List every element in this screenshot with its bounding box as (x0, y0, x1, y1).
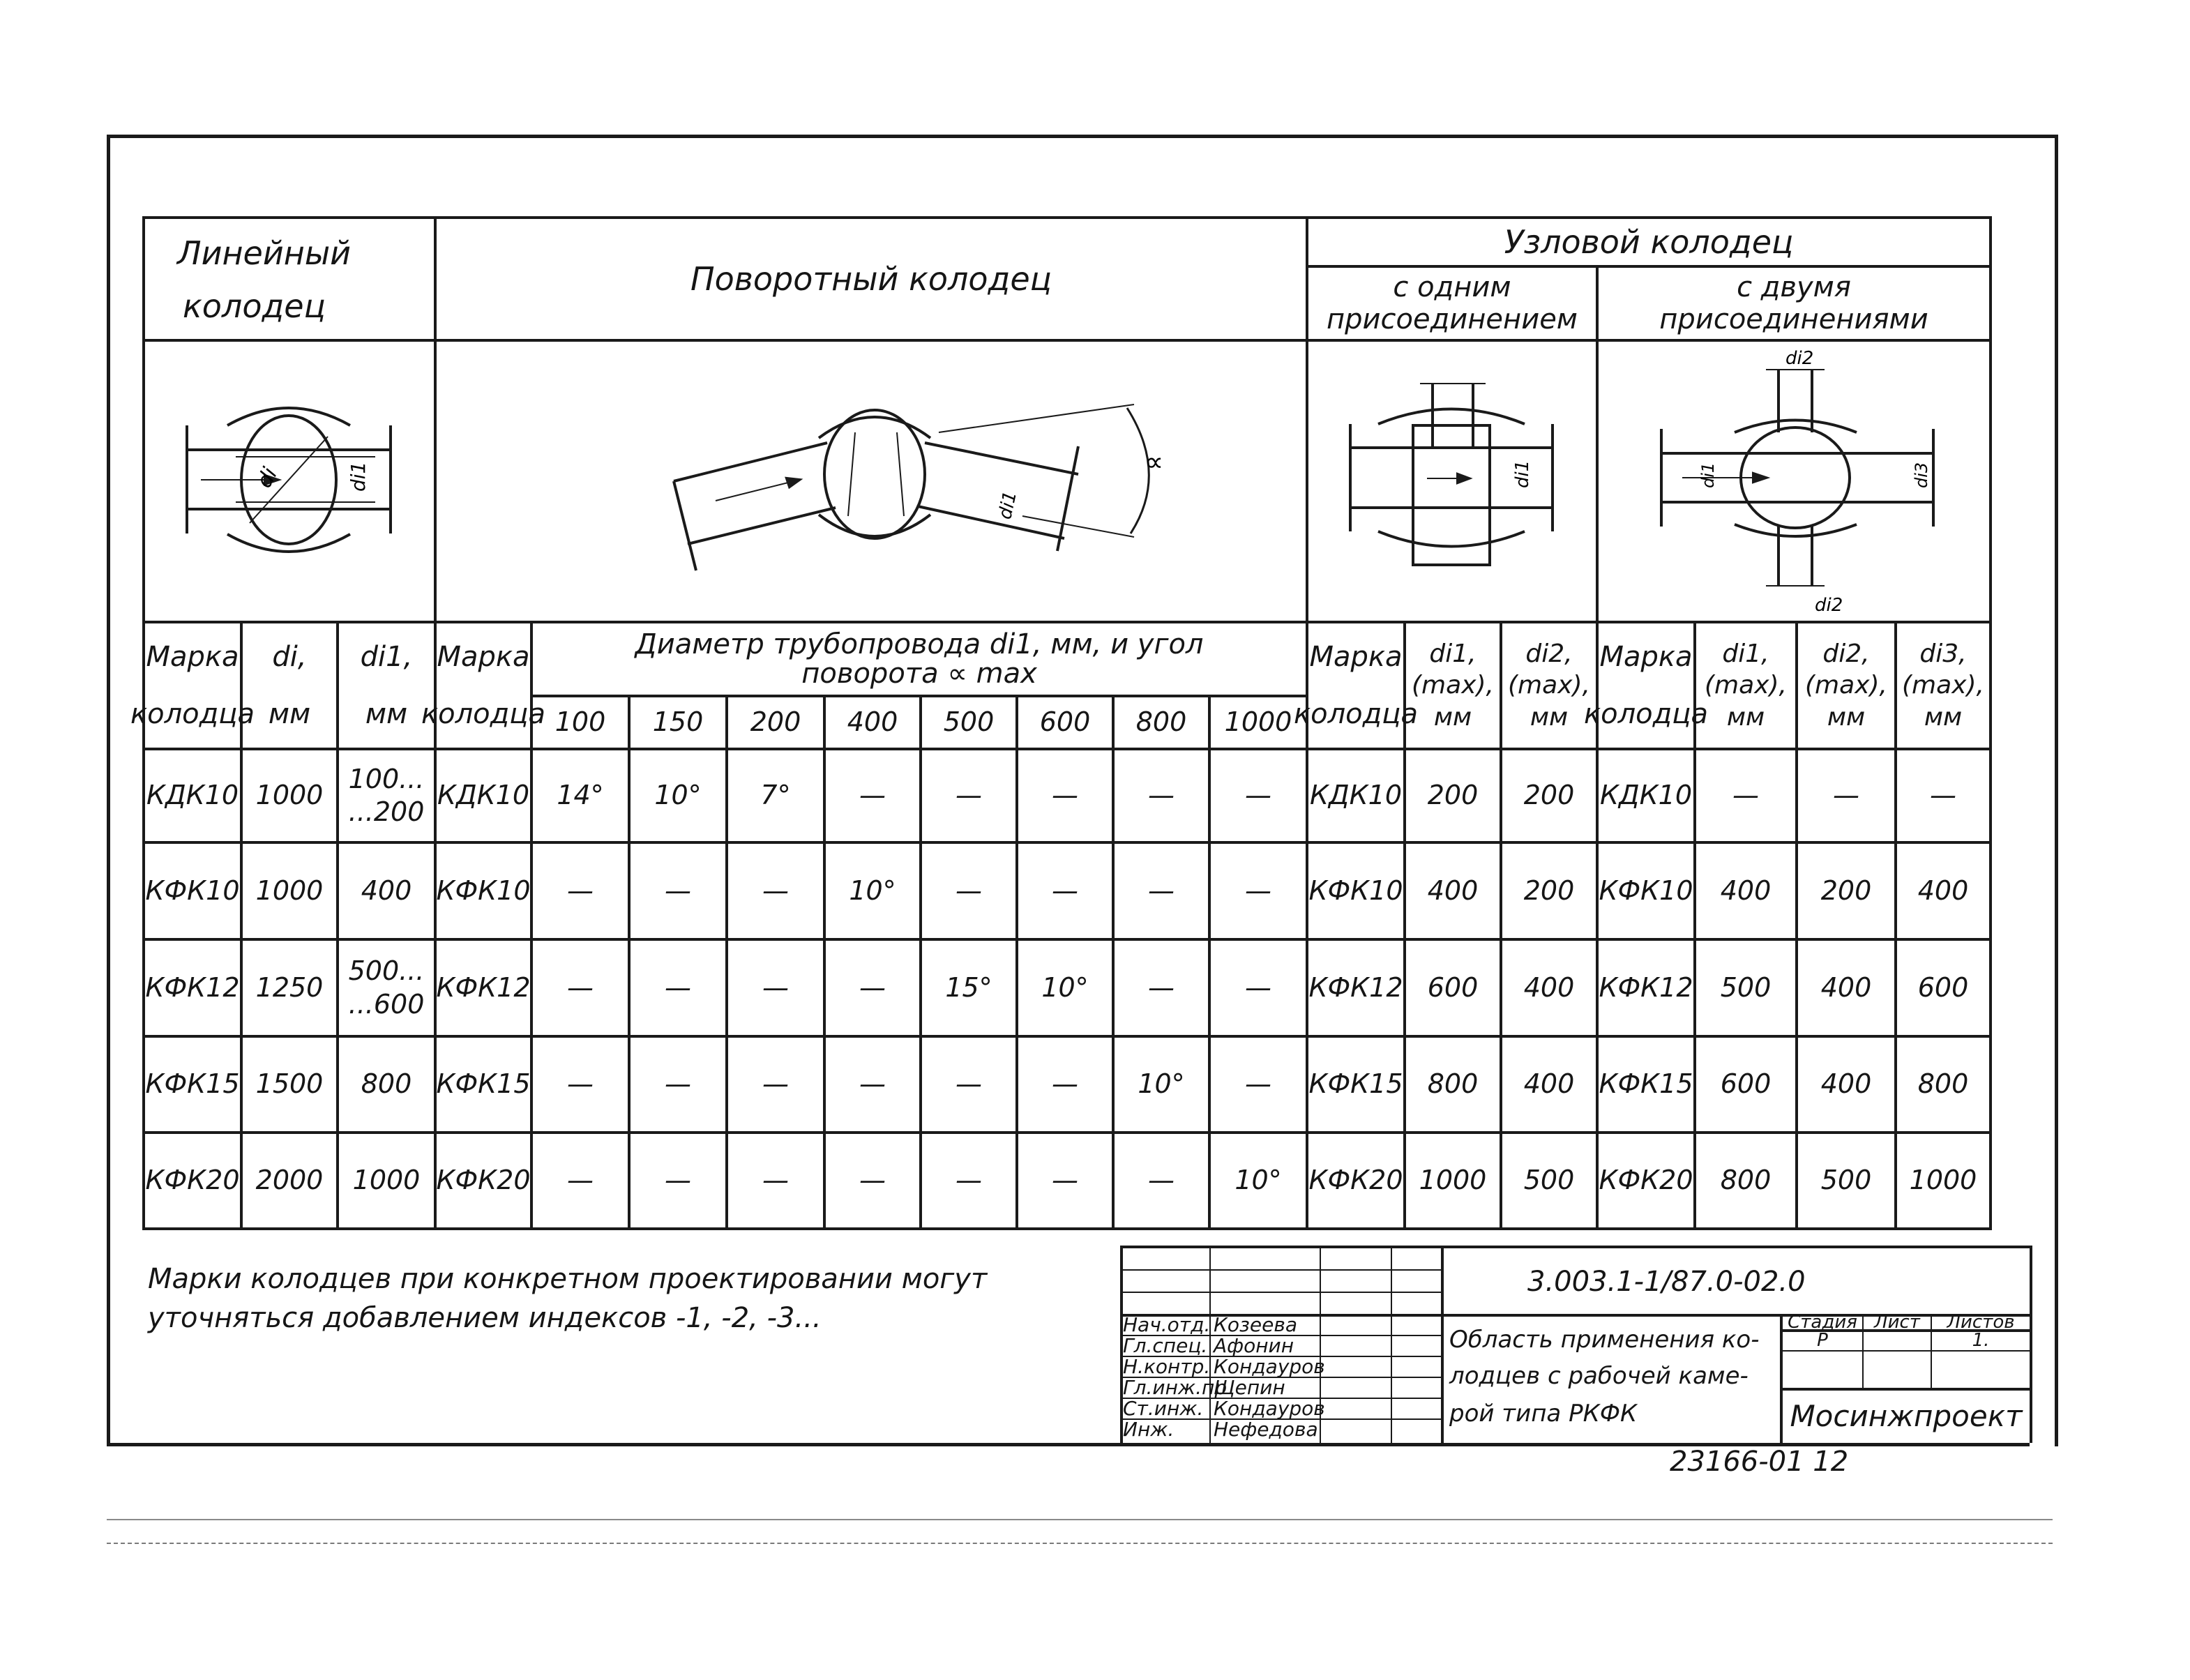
cell-di1-line: ...600 (348, 988, 425, 1020)
turn-alpha-label: ∝ (1145, 446, 1164, 477)
person-name: Нефедова (1214, 1418, 1318, 1441)
col-di: di, мм (268, 641, 311, 730)
cell-one-di1: 1000 (1419, 1165, 1487, 1196)
cell-angle: — (859, 1165, 886, 1196)
sheets-value: 1. (1972, 1330, 1990, 1352)
cell-angle: 7° (760, 780, 791, 811)
cell-angle: — (567, 1165, 594, 1196)
cell-turn-mark: КДК10 (437, 780, 529, 811)
scan-line (107, 1519, 2053, 1520)
node-one-l2: присоединением (1327, 303, 1578, 335)
col-di1-node-one: di1, (max), мм (1412, 639, 1494, 732)
cell-di1 (339, 941, 434, 1035)
cell-angle: — (1148, 780, 1175, 811)
cell-two-di2: 400 (1820, 1068, 1872, 1100)
role-label: Ст.инж. (1123, 1397, 1204, 1420)
cell-angle: — (1245, 971, 1271, 1003)
diameter-header-600: 600 (1039, 706, 1091, 738)
cell-angle: — (1245, 780, 1271, 811)
cell-angle: — (567, 875, 594, 906)
role-label: Инж. (1123, 1418, 1175, 1441)
node-well-title: Узловой колодец (1504, 222, 1794, 261)
cell-one-di1: 800 (1427, 1068, 1479, 1100)
cell-angle: — (1245, 1068, 1271, 1100)
cell-angle: 10° (849, 875, 896, 906)
cell-angle: — (567, 971, 594, 1003)
cell-di1-line: 100... (348, 763, 425, 794)
cell-two-di2: 500 (1820, 1165, 1872, 1196)
cell-one-mark: КФК12 (1308, 971, 1403, 1003)
node-two-l2: присоединениями (1659, 303, 1928, 335)
cell-di: 2000 (255, 1165, 324, 1196)
role-label: Гл.инж.пр (1123, 1376, 1228, 1399)
cell-two-mark: КФК20 (1599, 1165, 1693, 1196)
cell-angle: — (665, 1068, 691, 1100)
role-label: Гл.спец. (1123, 1334, 1208, 1357)
cell-angle: — (956, 1068, 982, 1100)
cell-angle: — (1148, 971, 1175, 1003)
cell-turn-mark: КФК15 (436, 1068, 531, 1100)
turn-well-figure (437, 342, 1304, 619)
cell-two-mark: КФК15 (1599, 1068, 1693, 1100)
cell-one-di1: 600 (1427, 971, 1479, 1003)
linear-di1-label: di1 (347, 461, 370, 492)
node-two-figure (1599, 342, 1988, 619)
node-one-di1-label: di1 (1512, 460, 1533, 488)
cell-two-di1: 800 (1720, 1165, 1772, 1196)
cell-angle: — (1148, 1165, 1175, 1196)
col-di2-node-one: di2, (max), мм (1508, 639, 1590, 732)
cell-angle: — (665, 1165, 691, 1196)
diameter-header-400: 400 (847, 706, 898, 738)
cell-di1-line: 1000 (352, 1165, 421, 1196)
col-pipe-diameter-angle: Диаметр трубопровода di1, мм, и угол поворота ∝ max (635, 628, 1204, 690)
sheet-value (1864, 1332, 1931, 1350)
cell-two-di2: 400 (1820, 971, 1872, 1003)
cell-turn-mark: КФК12 (436, 971, 531, 1003)
stage-label: Стадия (1788, 1312, 1857, 1333)
scan-line (107, 1543, 2053, 1544)
cell-turn-mark: КФК20 (436, 1165, 531, 1196)
title-line1: Область применения ко- (1449, 1326, 1760, 1354)
cell-one-di2: 200 (1523, 780, 1575, 811)
cell-two-di3: 600 (1917, 971, 1969, 1003)
cell-two-di3: — (1930, 780, 1956, 811)
diameter-header-500: 500 (943, 706, 995, 738)
cell-two-di1: 400 (1720, 875, 1772, 906)
cell-angle: — (956, 875, 982, 906)
linear-well-title-line1: Линейный (177, 234, 352, 272)
note-line2: уточняться добавлением индексов -1, -2, -3... (148, 1302, 822, 1334)
cell-angle: — (762, 971, 789, 1003)
doc-code: 3.003.1-1/87.0-02.0 (1527, 1266, 1806, 1298)
cell-one-di2: 500 (1523, 1165, 1575, 1196)
cell-di: 1000 (255, 780, 324, 811)
col-di3-node-two: di3, (max), мм (1902, 639, 1984, 732)
cell-angle: 15° (945, 971, 992, 1003)
col-mark-node-one: Марка колодца (1293, 641, 1419, 730)
diameter-header-200: 200 (750, 706, 801, 738)
cell-di1 (339, 750, 434, 841)
cell-di1 (339, 1038, 434, 1131)
cell-mark: КДК10 (146, 780, 239, 811)
cell-angle: — (859, 971, 886, 1003)
cell-one-di1: 200 (1427, 780, 1479, 811)
cell-one-di1: 400 (1427, 875, 1479, 906)
cell-turn-mark: КФК10 (436, 875, 531, 906)
cell-one-mark: КФК15 (1308, 1068, 1403, 1100)
col-di1-node-two: di1, (max), мм (1705, 639, 1787, 732)
cell-two-di1: — (1732, 780, 1759, 811)
cell-angle: — (1148, 875, 1175, 906)
person-name: Кондауров (1214, 1355, 1325, 1378)
cell-angle: — (762, 1165, 789, 1196)
node-two-di2-bottom-label: di2 (1815, 595, 1843, 616)
cell-di: 1250 (255, 971, 324, 1003)
cell-angle: — (1052, 780, 1078, 811)
note-line1: Марки колодцев при конкретном проектировании могут (148, 1263, 988, 1295)
cell-angle: — (1052, 875, 1078, 906)
node-two-connections-title (1599, 268, 1989, 339)
cell-mark: КФК20 (145, 1165, 240, 1196)
cell-angle: — (1052, 1165, 1078, 1196)
cell-angle: — (665, 875, 691, 906)
cell-angle: — (762, 1068, 789, 1100)
diameter-header-100: 100 (554, 706, 606, 738)
person-name: Козеева (1214, 1313, 1298, 1336)
diameter-header-1000: 1000 (1224, 706, 1292, 738)
cell-angle: 10° (1041, 971, 1089, 1003)
node-two-l1: с двумя (1737, 271, 1851, 303)
cell-angle: — (1245, 875, 1271, 906)
cell-two-di3: 1000 (1909, 1165, 1977, 1196)
diameter-header-150: 150 (652, 706, 704, 738)
turn-well-title: Поворотный колодец (690, 259, 1052, 298)
cell-angle: — (665, 971, 691, 1003)
node-one-connection-title (1308, 268, 1596, 339)
diameter-header-800: 800 (1135, 706, 1187, 738)
cell-angle: — (859, 1068, 886, 1100)
cell-one-di2: 400 (1523, 1068, 1575, 1100)
col-di1-linear: di1, мм (360, 641, 413, 730)
cell-two-di2: 200 (1820, 875, 1872, 906)
cell-two-mark: КФК10 (1599, 875, 1693, 906)
role-label: Н.контр. (1123, 1355, 1211, 1378)
cell-di1 (339, 1134, 434, 1227)
cell-mark: КФК15 (145, 1068, 240, 1100)
cell-di1-line: ...200 (348, 796, 425, 827)
cell-di1-line: 400 (361, 875, 412, 906)
node-one-figure (1308, 342, 1594, 619)
turn-di1-label: di1 (995, 489, 1022, 522)
person-name: Кондауров (1214, 1397, 1325, 1420)
bottom-stamp-number: 23166-01 12 (1670, 1446, 1849, 1478)
title-line2: лодцев с рабочей каме- (1449, 1362, 1749, 1390)
cell-two-mark: КФК12 (1599, 971, 1693, 1003)
cell-two-di1: 500 (1720, 971, 1772, 1003)
cell-mark: КФК12 (145, 971, 240, 1003)
cell-di1-line: 800 (361, 1068, 412, 1100)
cell-two-di2: — (1833, 780, 1859, 811)
cell-two-mark: КДК10 (1600, 780, 1692, 811)
linear-di-label: di (252, 463, 282, 492)
node-one-l1: с одним (1393, 271, 1511, 303)
col-di2-node-two: di2, (max), мм (1805, 639, 1887, 732)
cell-two-di1: 600 (1720, 1068, 1772, 1100)
cell-two-di3: 800 (1917, 1068, 1969, 1100)
cell-one-di2: 400 (1523, 971, 1575, 1003)
cell-one-mark: КДК10 (1310, 780, 1402, 811)
node-two-di3-label: di3 (1912, 462, 1931, 488)
cell-angle: — (762, 875, 789, 906)
person-name: Щепин (1214, 1376, 1285, 1399)
cell-two-di3: 400 (1917, 875, 1969, 906)
cell-angle: 10° (1234, 1165, 1282, 1196)
cell-angle: — (1052, 1068, 1078, 1100)
sheets-label: Листов (1947, 1312, 2015, 1333)
cell-di1 (339, 844, 434, 938)
cell-angle: — (956, 1165, 982, 1196)
stage-value: Р (1817, 1330, 1828, 1352)
cell-di1-line: 500... (348, 955, 425, 986)
cell-one-mark: КФК10 (1308, 875, 1403, 906)
role-label: Нач.отд. (1123, 1313, 1211, 1336)
cell-di: 1000 (255, 875, 324, 906)
linear-well-figure (145, 342, 432, 619)
cell-one-di2: 200 (1523, 875, 1575, 906)
title-line3: рой типа РКФК (1449, 1400, 1638, 1428)
sheet-label: Лист (1874, 1312, 1920, 1333)
person-name: Афонин (1214, 1334, 1294, 1357)
cell-one-mark: КФК20 (1308, 1165, 1403, 1196)
col-mark-turn: Марка колодца (421, 641, 546, 730)
cell-di: 1500 (255, 1068, 324, 1100)
cell-angle: — (956, 780, 982, 811)
linear-well-title-line2: колодец (183, 287, 326, 325)
cell-angle: — (567, 1068, 594, 1100)
col-mark-linear: Марка колодца (130, 641, 255, 730)
col-mark-node-two: Марка колодца (1583, 641, 1709, 730)
cell-angle: — (859, 780, 886, 811)
node-two-di1-label: di1 (1698, 462, 1718, 488)
organization: Мосинжпроект (1790, 1398, 2023, 1433)
cell-mark: КФК10 (145, 875, 240, 906)
node-two-di2-top-label: di2 (1785, 348, 1814, 369)
cell-angle: 10° (654, 780, 702, 811)
cell-angle: 14° (557, 780, 604, 811)
cell-angle: 10° (1138, 1068, 1185, 1100)
